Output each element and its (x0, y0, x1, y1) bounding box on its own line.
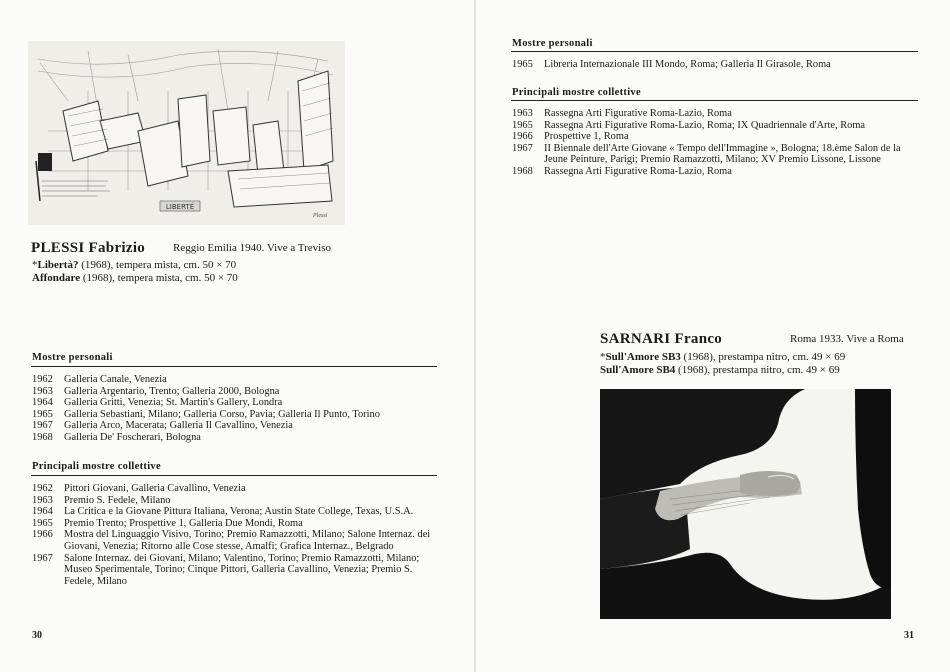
sarnari-personal-heading: Mostre personali (512, 38, 593, 49)
list-item: 1966 Prospettive 1, Roma (512, 131, 629, 143)
list-item: 1965 Galleria Sebastiani, Milano; Galleria Corso, Pavia; Galleria Il Punto, Torino (32, 408, 380, 420)
work-title: Affondare (32, 272, 81, 284)
list-item: 1967 II Biennale dell'Arte Giovane « Tempo dell'Immagine », Bologna; 18.ème Salon de la Jeune Peinture, Parigi; Premio Ramazzotti, Milano; XV Premio Lissone, Lissone (512, 142, 901, 166)
plessi-personal-heading: Mostre personali (32, 352, 113, 363)
plessi-personal-list (32, 374, 438, 444)
list-item: 1965 Rassegna Arti Figurative Roma-Lazio, Roma; IX Quadriennale d'Arte, Roma (512, 119, 866, 131)
sarnari-collective-heading: Principali mostre collettive (512, 87, 641, 98)
artwork-signature-text: Plessi (313, 213, 328, 219)
sarnari-artist-bio: Roma 1933. Vive a Roma (790, 333, 904, 345)
sarnari-works-list (600, 351, 845, 377)
sarnari-personal-list (512, 59, 919, 71)
section-rule (511, 100, 918, 101)
work-title: Libertà? (37, 259, 79, 271)
list-item: 1963 Premio S. Fedele, Milano (32, 494, 171, 506)
sarnari-artwork-image (600, 389, 891, 619)
sarnari-collective-list (512, 108, 920, 178)
sarnari-work-1: *Sull'Amore SB3 (1968), prestampa nitro, cm. 49 × 69 (600, 351, 846, 363)
list-item: 1968 Rassegna Arti Figurative Roma-Lazio, Roma (512, 165, 732, 177)
list-item: 1964 Galleria Gritti, Venezia; St. Martin's Gallery, Londra (32, 397, 283, 409)
list-item: 1962 Galleria Canale, Venezia (32, 374, 167, 385)
page-number: 31 (904, 630, 914, 641)
right-page (476, 0, 950, 672)
plessi-collective-heading: Principali mostre collettive (32, 461, 161, 472)
list-item: 1963 Galleria Argentario, Trento; Galleria 2000, Bologna (32, 385, 280, 397)
page-number: 30 (32, 630, 42, 641)
list-item: 1962 Pittori Giovani, Galleria Cavallino, Venezia (32, 483, 246, 494)
work-title: Sull'Amore SB4 (600, 364, 676, 376)
list-item: 1967 Galleria Arco, Macerata; Galleria Il Cavallino, Venezia (32, 420, 293, 432)
left-page (0, 0, 474, 672)
sarnari-work-2: Sull'Amore SB4 (1968), prestampa nitro, cm. 49 × 69 (600, 364, 840, 376)
list-item: 1963 Rassegna Arti Figurative Roma-Lazio, Roma (512, 108, 732, 119)
plessi-artwork-image (28, 41, 345, 225)
section-rule (511, 51, 918, 52)
section-rule (31, 366, 437, 367)
artwork-banner-text: LIBERTÉ (165, 203, 195, 211)
section-rule (31, 475, 437, 476)
list-item: 1967 Salone Internaz. dei Giovani, Milano; Valentino, Torino; Premio Ramazzotti, Milano; Museo Sperimentale, Torino; Cinque Pittori, Galleria Cavallino, Venezia; Premio S. Fedele, Milano (32, 552, 420, 587)
plessi-collective-list (32, 483, 442, 587)
plessi-works-list (32, 259, 238, 285)
list-item: 1965 Premio Trento; Prospettive 1, Galleria Due Mondi, Roma (32, 517, 303, 529)
plessi-work-1: *Libertà? (1968), tempera mista, cm. 50 × 70 (32, 259, 237, 271)
list-item: 1965 Libreria Internazionale III Mondo, Roma; Galleria Il Girasole, Roma (512, 59, 831, 70)
sarnari-artist-name: SARNARI Franco (600, 331, 723, 347)
list-item: 1968 Galleria De' Foscherari, Bologna (32, 431, 201, 443)
list-item: 1964 La Critica e la Giovane Pittura Italiana, Verona; Austin State College, Texas, U.S.A. (32, 506, 414, 518)
plessi-work-2: Affondare (1968), tempera mista, cm. 50 × 70 (32, 272, 238, 284)
list-item: 1966 Mostra del Linguaggio Visivo, Torino; Premio Ramazzotti, Milano; Salone Internaz. dei Giovani, Venezia; Ritorno alle Cose stesse, Amalfi; Grafica Internaz., Belgrado (32, 529, 431, 552)
work-title: Sull'Amore SB3 (605, 351, 681, 363)
plessi-artist-bio: Reggio Emilia 1940. Vive a Treviso (173, 242, 332, 254)
plessi-artist-name: PLESSI Fabrizio (31, 240, 146, 256)
